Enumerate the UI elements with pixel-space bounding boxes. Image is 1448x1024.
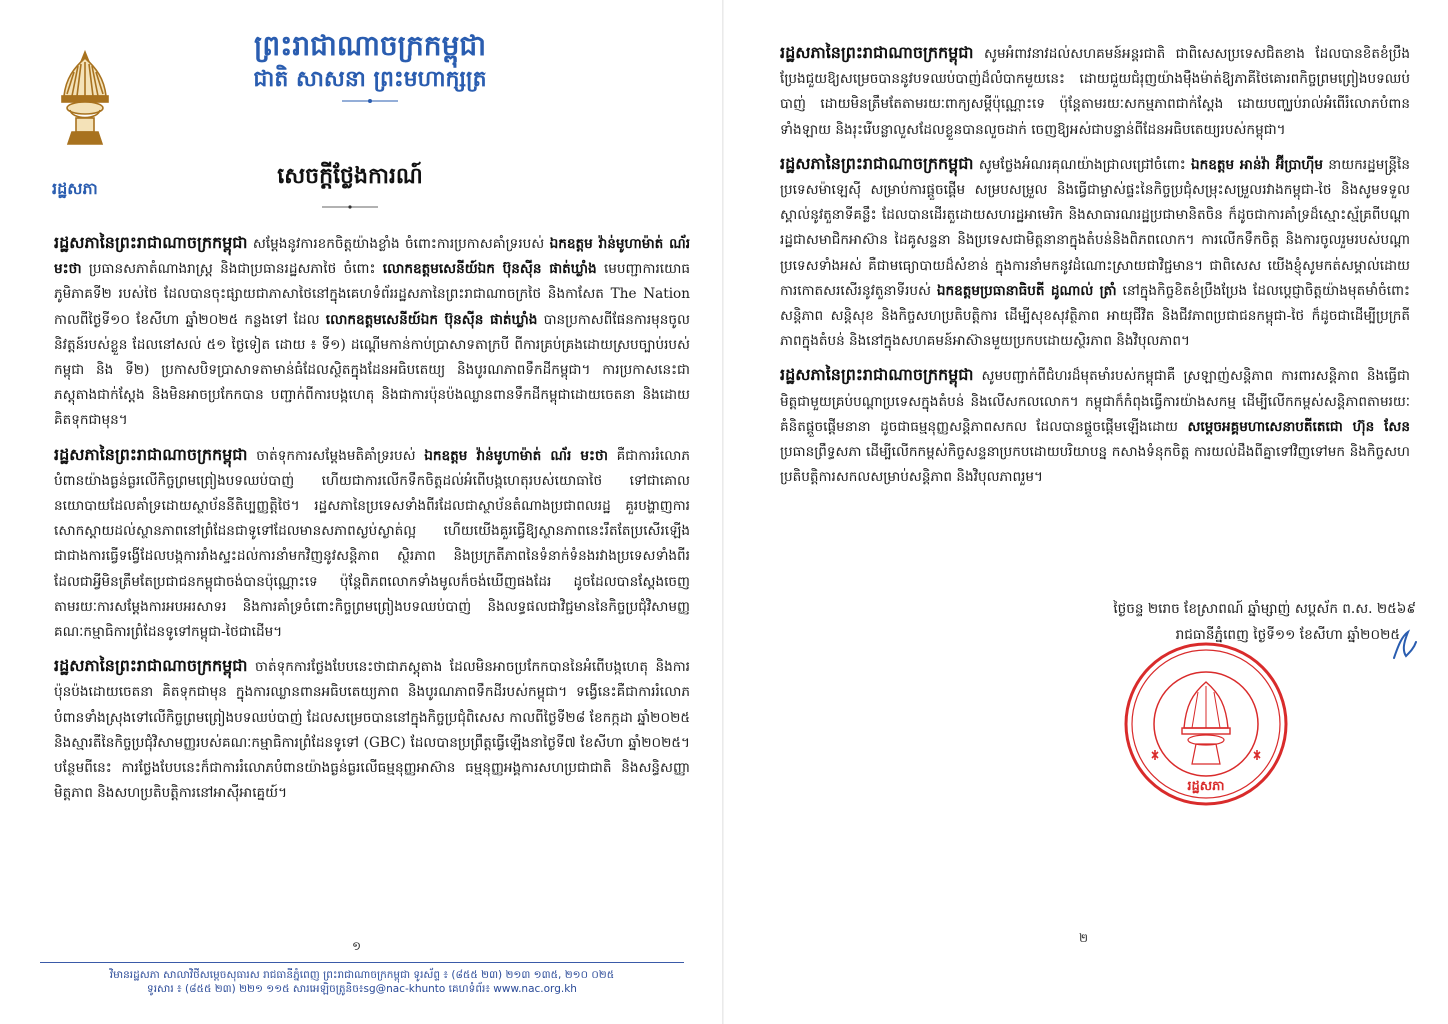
page-two xyxy=(724,0,1448,1024)
paragraph-text: ប្រធានសភាតំណាងរាស្ត្រ និងជាប្រធានរដ្ឋសភាថៃ ចំពោះ xyxy=(81,261,383,278)
kingdom-heading: ព្រះរាជាណាចក្រកម្ពុជា xyxy=(253,29,486,62)
person-name: ឯកឧត្តម វ៉ាន់មូហាម៉ាត់ ណ័រ មះថា xyxy=(424,447,608,464)
person-name: ឯកឧត្តមប្រធានាធិបតី ដូណាល់ ត្រាំ xyxy=(936,282,1117,299)
paragraph-text: សម្តែងនូវការខកចិត្តយ៉ាងខ្លាំង ចំពោះការប្រកាសគាំទ្ររបស់ xyxy=(247,236,550,252)
page-number: ២ xyxy=(1079,931,1089,945)
official-seal-icon xyxy=(1122,640,1290,808)
paragraph-text: ចាត់ទុកការសម្តែងមតិគាំទ្ររបស់ xyxy=(247,447,425,464)
paragraph-text: សូមថ្លែងអំណរគុណយ៉ាងជ្រាលជ្រៅចំពោះ xyxy=(973,156,1192,173)
paragraph xyxy=(54,442,690,646)
statement-body xyxy=(54,230,690,814)
footer-address xyxy=(40,962,684,996)
ornament-divider-icon xyxy=(340,98,400,104)
paragraph xyxy=(54,653,690,806)
paragraph-text: បានប្រកាសពីផែនការមុនចូលនិវត្តន៍របស់ខ្លួន ដែលនៅសល់ ៥១ ថ្ងៃទៀត ដោយ ៖ ទី១) ដណ្តើមកាន់កាប់ប្រាសាទតាក្របី ពីការគ្រប់គ្រងដោយស្របច្បាប់របស់កម្ពុជា និង ទី២) ប្រកាសបិទប្រាសាទតាមាន់ធំដែលស្ថិតក្នុងដែនអធិបតេយ្យ និងបូរណភាពទឹកដីកម្ពុជា។ ការប្រកាសនេះជាភស្តុតាងជាក់ស្តែង និងមិនអាចប្រកែកបាន បញ្ជាក់ពីការបង្កហេតុ និងជាការប៉ុនប៉ងឈ្លានពានទឹកដីកម្ពុជាដោយចេតនា និងដោយគិតទុកជាមុន។ xyxy=(54,311,690,429)
footer-line: ទូរសារ ៖ (៨៥៥ ២៣) ២២១ ១១៥ សារអេឡិចត្រូនិច៖sg@nac-khunto គេហទំព័រ៖ www.nac.org.kh xyxy=(147,983,577,995)
paragraph-text: ចាត់ទុកការថ្លែងបែបនេះថាជាភស្តុតាង ដែលមិនអាចប្រកែកបាននៃអំពើបង្កហេតុ និងការប៉ុនប៉ងដោយចេតនា គិតទុកជាមុន ក្នុងការឈ្លានពានអធិបតេយ្យភាព និងបូរណភាពទឹកដីរបស់កម្ពុជា។ ទង្វើនេះគឺជាការរំលោភបំពានទាំងស្រុងទៅលើកិច្ចព្រមព្រៀងបទឈប់បាញ់ ដែលសម្រេចបាននៅក្នុងកិច្ចប្រជុំពិសេស កាលពីថ្ងៃទី២៨ ខែកក្កដា ឆ្នាំ២០២៥ និងស្មារតីនៃកិច្ចប្រជុំវិសាមញ្ញរបស់គណៈកម្មាធិការព្រំដែនទូទៅ (GBC) ដែលបានប្រព្រឹត្តធ្វើឡើងនាថ្ងៃទី៧ ខែសីហា ឆ្នាំ២០២៥។ បន្ថែមពីនេះ ការថ្លែងបែបនេះក៏ជាការរំលោភបំពានយ៉ាងធ្ងន់ធ្ងរលើធម្មនុញ្ញអាស៊ាន ធម្មនុញ្ញអង្គការសហប្រជាជាតិ និងសន្ធិសញ្ញាមិត្តភាព និងសហប្រតិបត្តិការនៅអាស៊ីអាគ្នេយ៍។ xyxy=(54,659,690,802)
paragraph-lead: រដ្ឋសភានៃព្រះរាជាណាចក្រកម្ពុជា xyxy=(54,656,248,676)
ministry-label: រដ្ឋសភា xyxy=(52,179,98,198)
paragraph-text: ប្រធានព្រឹទ្ធសភា ដើម្បីលើកកម្ពស់កិច្ចសន្ទនាប្រកបដោយបរិយាបន្ន កសាងទំនុកចិត្ត ការយល់ដឹងពីគ្នាទៅវិញទៅមក និងកិច្ចសហប្រតិបត្តិការសកលសម្រាប់សន្តិភាព និងវិបុលភាពរួម។ xyxy=(780,444,1410,486)
paragraph-text: នៅក្នុងកិច្ចខិតខំប្រឹងប្រែង ដែលប្តេជ្ញាចិត្តយ៉ាងមុតមាំចំពោះសន្តិភាព សន្តិសុខ និងកិច្ចសហប្រតិបត្តិការ ដើម្បីសុខសុវត្ថិភាព អាយុជីវិត និងជីវភាពប្រជាជនកម្ពុជា-ថៃ ក៏ដូចជាដើម្បីប្រក្រតីភាពក្នុងតំបន់ និងនៅក្នុងសហគមន៍អាស៊ានមួយប្រកបដោយស្ថិរភាព និងវិបុលភាព។ xyxy=(780,282,1410,350)
paragraph-lead: រដ្ឋសភានៃព្រះរាជាណាចក្រកម្ពុជា xyxy=(780,365,974,385)
document-title: សេចក្តីថ្លែងការណ៍ xyxy=(277,163,423,189)
person-name: លោកឧត្តមសេនីយ៍ឯក ប៊ុនស៊ីន ផាត់ឃ្លាំង xyxy=(325,311,538,328)
paragraph xyxy=(780,40,1410,143)
paragraph xyxy=(54,230,690,434)
person-name: ឯកឧត្តម អាន់វ៉ា អ៊ីប្រាហ៊ីម xyxy=(1191,156,1323,173)
paragraph-lead: រដ្ឋសភានៃព្រះរាជាណាចក្រកម្ពុជា xyxy=(780,153,974,173)
paragraph-text: គឺជាការរំលោភបំពានយ៉ាងធ្ងន់ធ្ងរលើកិច្ចព្រមព្រៀងបទឈប់បាញ់ ហើយជាការលើកទឹកចិត្តដល់អំពើបង្កហេតុរបស់យោធាថៃ ទៅជាគោលនយោបាយដែលគាំទ្រដោយស្ថាប័ននីតិប្បញ្ញត្តិថៃ។ រដ្ឋសភានៃប្រទេសទាំងពីរដែលជាស្ថាប័នតំណាងប្រជាពលរដ្ឋ គួរបង្ហាញការសោកស្តាយដល់ស្ថានភាពនៅព្រំដែនជាទូទៅដែលមានសភាពស្ងប់ស្ងាត់ល្អ ហើយយើងគួរធ្វើឱ្យស្ថានភាពនេះរឹតតែប្រសើរឡើង ជាជាងការធ្វើទង្វើដែលបង្កការរាំងស្ទះដល់ការនាំមកវិញនូវសន្តិភាព ស្ថិរភាព និងប្រក្រតីភាពនៃទំនាក់ទំនងរវាងប្រទេសទាំងពីរ ដែលជាអ្វីមិនត្រឹមតែប្រជាជនកម្ពុជាចង់បានប៉ុណ្ណោះទេ ប៉ុន្តែពិភពលោកទាំងមូលក៏ចង់ឃើញផងដែរ ដូចដែលបានស្តែងចេញតាមរយៈការសម្តែងការអបអរសាទរ និងការគាំទ្រចំពោះកិច្ចព្រមព្រៀងបទឈប់បាញ់ និងលទ្ធផលជាវិជ្ជមាននៃកិច្ចប្រជុំវិសាមញ្ញគណៈកម្មាធិការព្រំដែនទូទៅកម្ពុជា-ថៃជាដើម។ xyxy=(54,447,690,641)
paragraph-text: សូមអំពាវនាវដល់សហគមន៍អន្តរជាតិ ជាពិសេសប្រទេសជិតខាង ដែលបានខិតខំប្រឹងប្រែងជួយឱ្យសម្រេចបាននូវបទឈប់បាញ់ដ៏លំបាកមួយនេះ ដោយជួយជំរុញយ៉ាងម៉ឺងម៉ាត់ឱ្យភាគីថៃគោរពកិច្ចព្រមព្រៀងបទឈប់បាញ់ ដោយមិនត្រឹមតែតាមរយៈពាក្យសម្តីប៉ុណ្ណោះទេ ប៉ុន្តែតាមរយៈសកម្មភាពជាក់ស្តែង ដោយបញ្ឈប់រាល់អំពើរំលោភបំពានទាំងឡាយ និងរុះរើបន្លាលួសដែលខ្លួនបានលួចដាក់ ចេញឱ្យអស់ជាបន្ទាន់ពីដែនអធិបតេយ្យរបស់កម្ពុជា។ xyxy=(780,46,1410,138)
signature-icon xyxy=(1388,628,1420,664)
paragraph xyxy=(780,151,1410,355)
person-name: ឯកឧត្តម វ៉ាន់មូហាម៉ាត់ ណ័រ មះថា xyxy=(54,236,691,278)
national-motto: ជាតិ សាសនា ព្រះមហាក្សត្រ xyxy=(253,66,487,92)
parliament-emblem-icon xyxy=(48,48,122,148)
paragraph xyxy=(780,362,1410,490)
paragraph-text: នាយករដ្ឋមន្ត្រីនៃប្រទេសម៉ាឡេស៊ី សម្រាប់ការផ្តួចផ្តើម សម្របសម្រួល និងធ្វើជាម្ចាស់ផ្ទះនៃកិច្ចប្រជុំសម្រុះសម្រួលរវាងកម្ពុជា-ថៃ និងសូមទទួលស្គាល់នូវតួនាទីគន្លឹះ ដែលបានដើរតួដោយសហរដ្ឋអាមេរិក និងសាធារណរដ្ឋប្រជាមានិតចិន ក៏ដូចជាការគាំទ្រដ៏ស្មោះស្ម័គ្រពីបណ្តារដ្ឋជាសមាជិកអាស៊ាន ដៃគូសន្ទនា និងប្រទេសជាមិត្តនានាក្នុងតំបន់និងពិភពលោក។ ការលើកទឹកចិត្ត និងការចូលរួមរបស់បណ្តាប្រទេសទាំងអស់ គឺជាមធ្យោបាយដ៏សំខាន់ ក្នុងការនាំមកនូវដំណោះស្រាយជាវិជ្ជមាន។ ជាពិសេស យើងខ្ញុំសូមកត់សម្គាល់ដោយការកោតសរសើរនូវតួនាទីរបស់ xyxy=(780,156,1410,299)
footer-line: វិមានរដ្ឋសភា សាលាវិថីសម្តេចសុធារស រាជធានីភ្នំពេញ ព្រះរាជាណាចក្រកម្ពុជា ទូរស័ព្ទ ៖ (៨៥៥ ២៣) ២១៣ ១៣៥, ២១០ ០២៥ xyxy=(109,969,615,981)
person-name: លោកឧត្តមសេនីយ៍ឯក ប៊ុនស៊ីន ផាត់ឃ្លាំង xyxy=(382,261,597,278)
paragraph-lead: រដ្ឋសភានៃព្រះរាជាណាចក្រកម្ពុជា xyxy=(780,43,974,62)
statement-body xyxy=(780,40,1410,498)
person-name: សម្តេចអគ្គមហាសេនាបតីតេជោ ហ៊ុន សែន xyxy=(1187,418,1410,435)
lunar-date: ថ្ងៃចន្ទ ២រោច ខែស្រាពណ៍ ឆ្នាំម្សាញ់ សប្តស័ក ព.ស. ២៥៦៩ xyxy=(1113,601,1416,617)
solar-date: រាជធានីភ្នំពេញ ថ្ងៃទី១១ ខែសីហា ឆ្នាំ២០២៥ xyxy=(1175,627,1400,643)
page-number: ១ xyxy=(352,939,362,953)
paragraph-lead: រដ្ឋសភានៃព្រះរាជាណាចក្រកម្ពុជា xyxy=(54,233,248,252)
paragraph-lead: រដ្ឋសភានៃព្រះរាជាណាចក្រកម្ពុជា xyxy=(54,444,248,464)
ornament-divider-icon xyxy=(320,204,380,210)
paragraph-text: សូមបញ្ជាក់ពីជំហរដ៏មុតមាំរបស់កម្ពុជាគឺ ស្រឡាញ់សន្តិភាព ការពារសន្តិភាព និងធ្វើជាមិត្តជាមួយគ្រប់បណ្តាប្រទេសក្នុងតំបន់ និងលើសកលលោក។ កម្ពុជាក៏កំពុងធ្វើការយ៉ាងសកម្ម ដើម្បីលើកកម្ពស់សន្តិភាពតាមរយៈគំនិតផ្តួចផ្តើមនានា ដូចជាធម្មនុញ្ញសន្តិភាពសកល ដែលបានផ្តួចផ្តើមឡើងដោយ xyxy=(780,368,1410,435)
paragraph-text: មេបញ្ជាការយោធភូមិភាគទី២ របស់ថៃ ដែលបានចុះផ្សាយជាភាសាថៃនៅក្នុងគេហទំព័ររដ្ឋសភានៃព្រះរាជាណាចក្រថៃ និងកាសែត The Nation កាលពីថ្ងៃទី១០ ខែសីហា ឆ្នាំ២០២៥ កន្លងទៅ ដែល xyxy=(54,261,690,328)
seal-label: រដ្ឋសភា xyxy=(1187,779,1225,794)
